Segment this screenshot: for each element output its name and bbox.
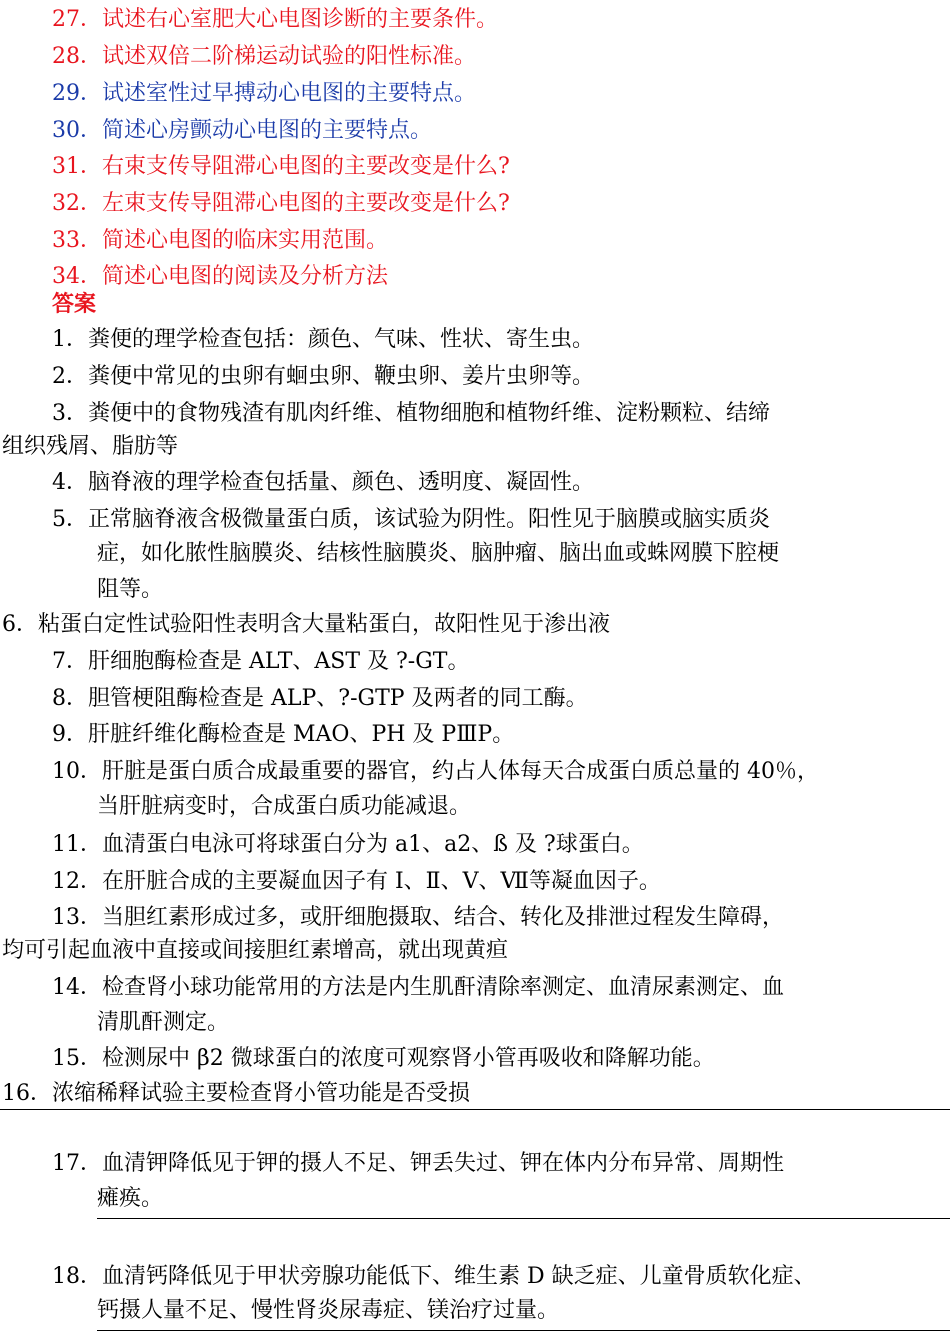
answer-3-line-2: 组织残屑、脂肪等 — [2, 434, 179, 459]
question-33 — [52, 226, 388, 256]
answer-5-line-2: 症，如化脓性脑膜炎、结核性脑膜炎、脑肿瘤、脑出血或蛛网膜下腔梗 — [97, 541, 780, 566]
answer-14-line-2: 清肌酐测定。 — [97, 1010, 230, 1035]
question-30 — [52, 116, 432, 146]
question-text: 试述右心室肥大心电图诊断的主要条件。 — [102, 7, 499, 32]
question-number: 29． — [52, 81, 102, 106]
question-number: 27． — [52, 7, 102, 32]
question-number: 31． — [52, 154, 102, 179]
question-29 — [52, 79, 476, 109]
answer-18-line-2: 钙摄人量不足、慢性肾炎尿毒症、镁治疗过量。 — [97, 1298, 560, 1323]
question-number: 30． — [52, 118, 102, 143]
question-text: 左束支传导阻滞心电图的主要改变是什么? — [102, 191, 510, 216]
answer-5-line-1: 5．正常脑脊液含极微量蛋白质，该试验为阴性。阳性见于脑膜或脑实质炎 — [52, 507, 770, 532]
answer-2: 2．粪便中常见的虫卵有蛔虫卵、鞭虫卵、姜片虫卵等。 — [52, 364, 594, 389]
answer-1: 1．粪便的理学检查包括：颜色、气味、性状、寄生虫。 — [52, 327, 594, 352]
question-number: 34． — [52, 264, 102, 289]
question-text: 简述心电图的阅读及分析方法 — [102, 264, 389, 289]
answer-17-line-1: 17．血清钾降低见于钾的摄人不足、钾丢失过、钾在体内分布异常、周期性 — [52, 1151, 784, 1176]
question-28 — [52, 42, 476, 72]
answer-16: 16．浓缩稀释试验主要检查肾小管功能是否受损 — [2, 1081, 470, 1106]
question-34 — [52, 262, 388, 292]
question-number: 32． — [52, 191, 102, 216]
answer-10-line-2: 当肝脏病变时，合成蛋白质功能减退。 — [97, 794, 472, 819]
answer-9: 9．肝脏纤维化酶检查是 MAO、PH 及 PⅢP。 — [52, 722, 515, 747]
answer-4: 4．脑脊液的理学检查包括量、颜色、透明度、凝固性。 — [52, 470, 594, 495]
question-text: 右束支传导阻滞心电图的主要改变是什么? — [102, 154, 510, 179]
question-number: 33． — [52, 228, 102, 253]
question-31 — [52, 152, 510, 182]
question-text: 试述双倍二阶梯运动试验的阳性标准。 — [102, 44, 477, 69]
divider-rule — [97, 1330, 950, 1331]
answers-heading: 答案 — [52, 291, 97, 317]
question-32 — [52, 189, 510, 219]
answer-18-line-1: 18．血清钙降低见于甲状旁腺功能低下、维生素 D 缺乏症、儿童骨质软化症、 — [52, 1264, 816, 1289]
divider-rule — [0, 1109, 950, 1110]
question-text: 简述心电图的临床实用范围。 — [102, 228, 389, 253]
answer-12: 12．在肝脏合成的主要凝血因子有 Ⅰ、Ⅱ、Ⅴ、Ⅶ等凝血因子。 — [52, 869, 661, 894]
question-text: 试述室性过早搏动心电图的主要特点。 — [102, 81, 477, 106]
answer-13-line-1: 13．当胆红素形成过多，或肝细胞摄取、结合、转化及排泄过程发生障碍， — [52, 905, 784, 930]
answer-10-line-1: 10．肝脏是蛋白质合成最重要的器官，约占人体每天合成蛋白质总量的 40％， — [52, 759, 819, 784]
answer-5-line-3: 阻等。 — [97, 577, 164, 602]
answer-8: 8．胆管梗阻酶检查是 ALP、?-GTP 及两者的同工酶。 — [52, 686, 588, 711]
question-text: 简述心房颤动心电图的主要特点。 — [102, 118, 433, 143]
question-27 — [52, 5, 498, 35]
answer-13-line-2: 均可引起血液中直接或间接胆红素增高，就出现黄疸 — [2, 938, 509, 963]
answer-14-line-1: 14．检查肾小球功能常用的方法是内生肌酐清除率测定、血清尿素测定、血 — [52, 975, 784, 1000]
answer-11: 11．血清蛋白电泳可将球蛋白分为 a1、a2、ß 及 ?球蛋白。 — [52, 832, 644, 857]
answer-17-line-2: 瘫痪。 — [97, 1186, 164, 1211]
answer-3-line-1: 3．粪便中的食物残渣有肌肉纤维、植物细胞和植物纤维、淀粉颗粒、结缔 — [52, 401, 770, 426]
answer-7: 7．肝细胞酶检查是 ALT、AST 及 ?-GT。 — [52, 649, 470, 674]
answer-15: 15．检测尿中 β2 微球蛋白的浓度可观察肾小管再吸收和降解功能。 — [52, 1046, 715, 1071]
question-number: 28． — [52, 44, 102, 69]
divider-rule — [97, 1218, 950, 1219]
answer-6: 6．粘蛋白定性试验阳性表明含大量粘蛋白，故阳性见于渗出液 — [2, 612, 610, 637]
